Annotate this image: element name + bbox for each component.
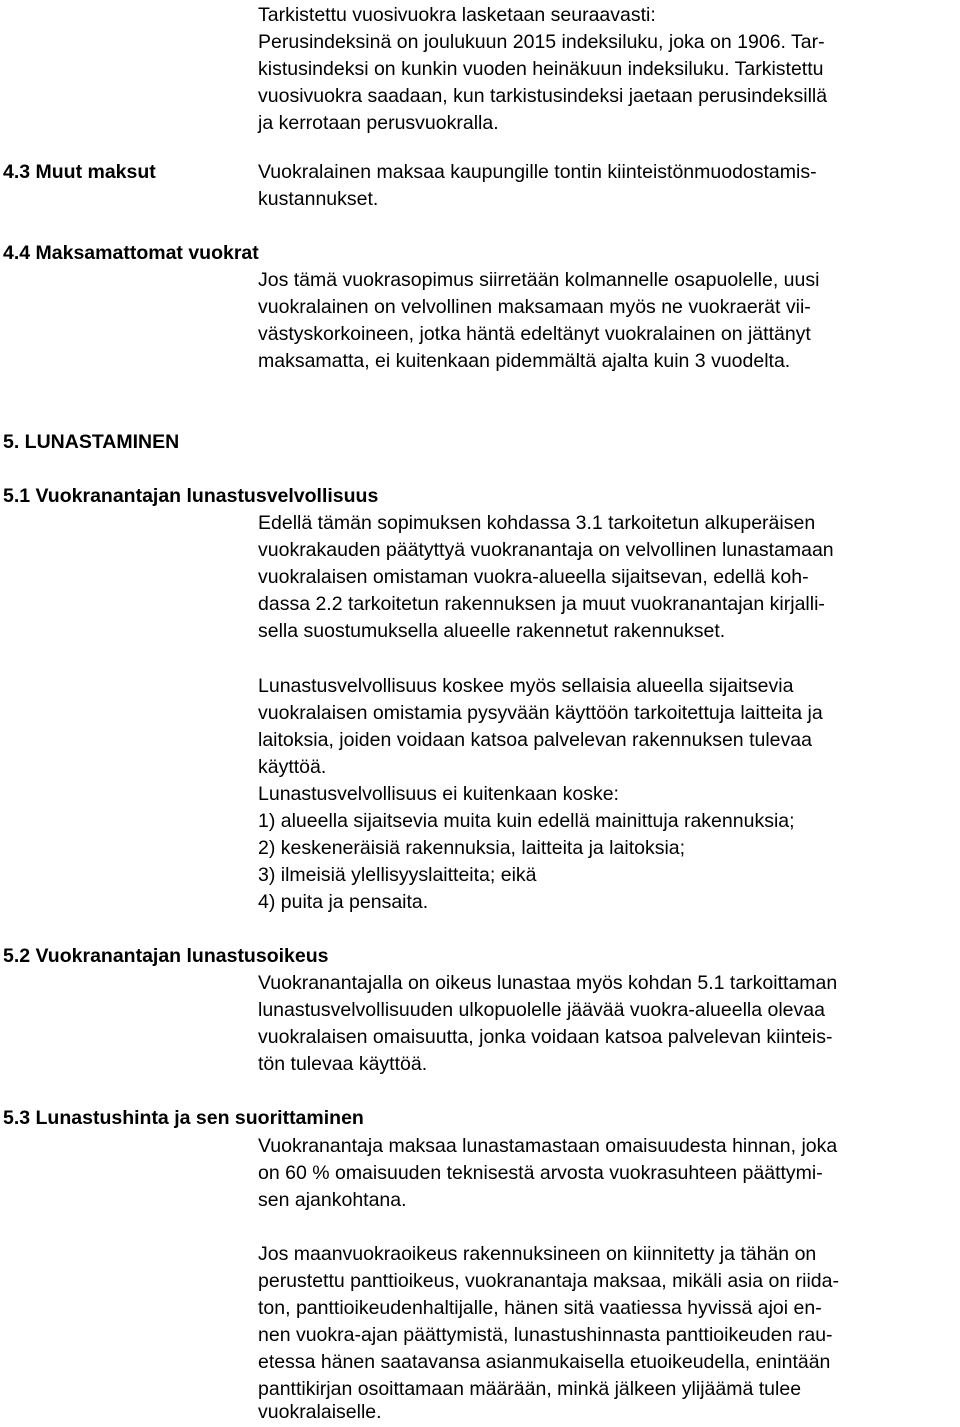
section-4-4-line: västyskorkoineen, jotka häntä edeltänyt vuokralainen on jättänyt [258,323,811,345]
section-5-1-line: sella suostumuksella alueelle rakennetut rakennukset. [258,620,726,642]
section-4-4-line: vuokralainen on velvollinen maksamaan myös ne vuokraerät vii- [258,296,811,318]
section-5-1-line: vuokrakauden päätyttyä vuokranantaja on velvollinen lunastamaan [258,539,834,561]
intro-line: ja kerrotaan perusvuokralla. [258,112,499,134]
section-heading-5-3: 5.3 Lunastushinta ja sen suorittaminen [3,1107,364,1129]
section-5-1-line: 1) alueella sijaitsevia muita kuin edellä mainittuja rakennuksia; [258,810,795,832]
section-5-2-line: tön tulevaa käyttöä. [258,1053,428,1075]
section-5-2-line: lunastusvelvollisuuden ulkopuolelle jäävää vuokra-alueella olevaa [258,999,825,1021]
section-5-3-line: sen ajankohtana. [258,1189,407,1211]
section-heading-5-2: 5.2 Vuokranantajan lunastusoikeus [3,945,329,967]
section-5-1-line: 3) ilmeisiä ylellisyyslaitteita; eikä [258,864,537,886]
intro-line: Tarkistettu vuosivuokra lasketaan seuraavasti: [258,4,656,26]
section-5-1-line: dassa 2.2 tarkoitetun rakennuksen ja muut vuokranantajan kirjalli- [258,593,825,615]
section-5-3-line: Jos maanvuokraoikeus rakennuksineen on kiinnitetty ja tähän on [258,1243,817,1265]
section-5-3-line: ton, panttioikeudenhaltijalle, hänen sitä vaatiessa hyvissä ajoi en- [258,1297,822,1319]
section-heading-5-1: 5.1 Vuokranantajan lunastusvelvollisuus [3,485,379,507]
section-5-3-line: etessa hänen saatavansa asianmukaisella etuoikeudella, enintään [258,1351,831,1373]
section-5-1-line: Lunastusvelvollisuus ei kuitenkaan koske: [258,783,619,805]
section-5-1-line: Edellä tämän sopimuksen kohdassa 3.1 tarkoitetun alkuperäisen [258,512,816,534]
section-5-1-line: laitoksia, joiden voidaan katsoa palvelevan rakennuksen tulevaa [258,729,812,751]
section-5-1-line: käyttöä. [258,756,327,778]
section-5-1-line: Lunastusvelvollisuus koskee myös sellaisia alueella sijaitsevia [258,675,794,697]
section-5-1-line: vuokralaisen omistamia pysyvään käyttöön tarkoitettuja laitteita ja [258,702,823,724]
section-5-1-line: 4) puita ja pensaita. [258,891,429,913]
section-5-1-line: vuokralaisen omistaman vuokra-alueella sijaitsevan, edellä koh- [258,566,809,588]
section-5-3-line: on 60 % omaisuuden teknisestä arvosta vuokrasuhteen päättymi- [258,1162,823,1184]
section-5-3-line: vuokralaiselle. [258,1401,382,1423]
section-4-4-line: Jos tämä vuokrasopimus siirretään kolmannelle osapuolelle, uusi [258,269,820,291]
section-5-3-line: perustettu panttioikeus, vuokranantaja maksaa, mikäli asia on riida- [258,1270,839,1292]
section-5-3-line: Vuokranantaja maksaa lunastamastaan omaisuudesta hinnan, joka [258,1135,838,1157]
section-5-1-line: 2) keskeneräisiä rakennuksia, laitteita ja laitoksia; [258,837,686,859]
section-5-3-line: panttikirjan osoittamaan määrään, minkä jälkeen ylijäämä tulee [258,1378,802,1400]
intro-line: Perusindeksinä on joulukuun 2015 indeksiluku, joka on 1906. Tar- [258,31,825,53]
section-5-2-line: vuokralaisen omaisuutta, jonka voidaan katsoa palvelevan kiinteis- [258,1026,833,1048]
section-4-4-line: maksamatta, ei kuitenkaan pidemmältä ajalta kuin 3 vuodelta. [258,350,791,372]
section-heading-5: 5. LUNASTAMINEN [3,431,180,453]
section-heading-4-4: 4.4 Maksamattomat vuokrat [3,242,259,264]
section-5-2-line: Vuokranantajalla on oikeus lunastaa myös kohdan 5.1 tarkoittaman [258,972,838,994]
section-heading-4-3: 4.3 Muut maksut [3,161,156,183]
intro-line: vuosivuokra saadaan, kun tarkistusindeksi jaetaan perusindeksillä [258,85,828,107]
section-4-3-line: kustannukset. [258,188,379,210]
intro-line: kistusindeksi on kunkin vuoden heinäkuun indeksiluku. Tarkistettu [258,58,824,80]
section-4-3-line: Vuokralainen maksaa kaupungille tontin kiinteistönmuodostamis- [258,161,817,183]
section-5-3-line: nen vuokra-ajan päättymistä, lunastushinnasta panttioikeuden rau- [258,1324,833,1346]
